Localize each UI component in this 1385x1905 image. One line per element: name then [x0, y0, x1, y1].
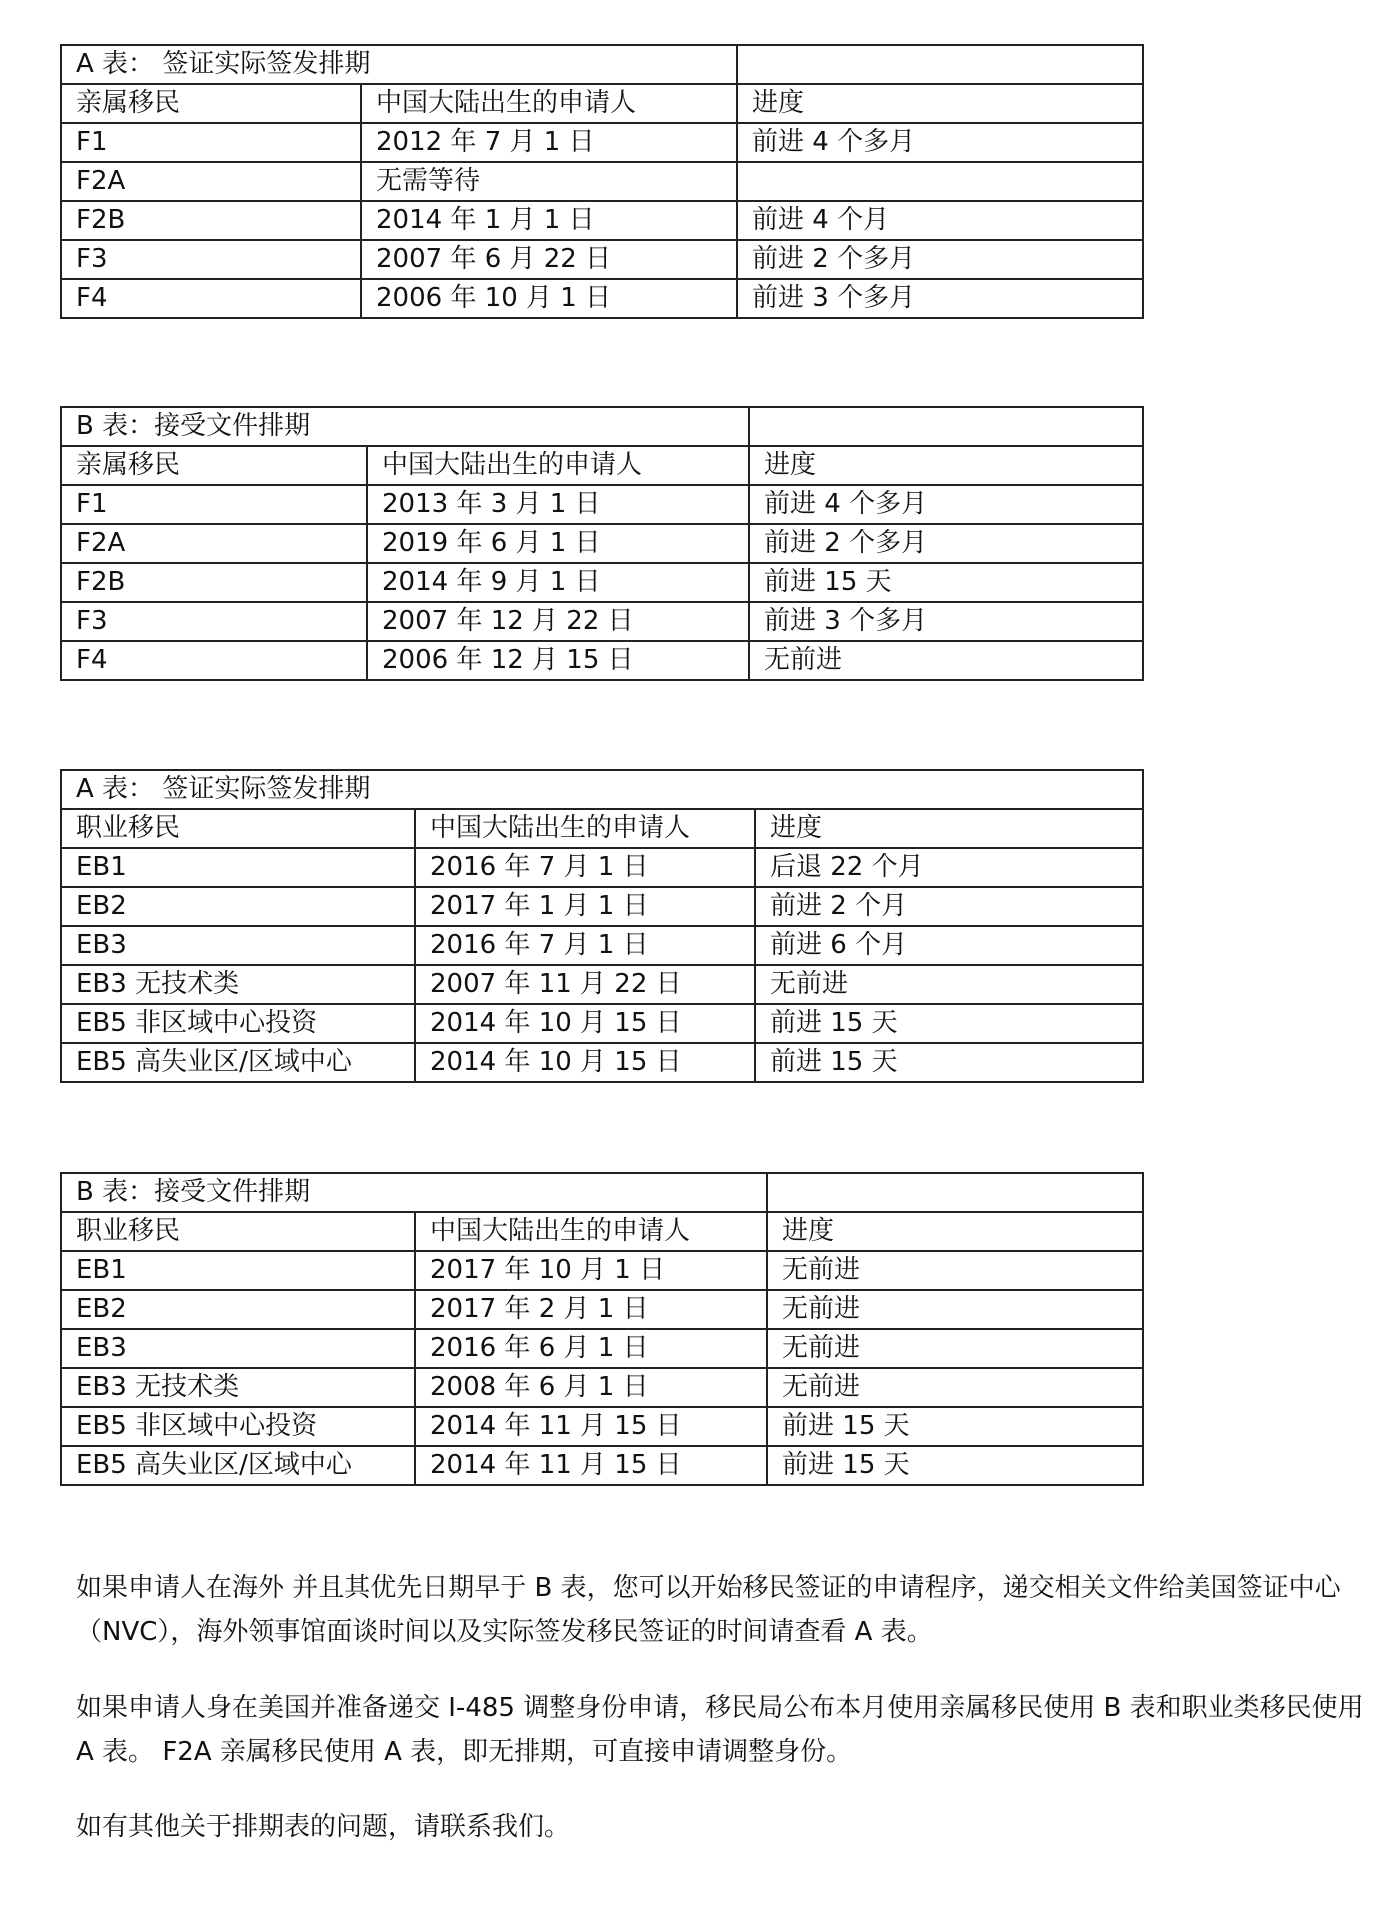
table-title-empty-cell — [749, 407, 1143, 446]
cell-progress: 前进 3 个多月 — [737, 279, 1143, 318]
table-row — [61, 279, 1143, 318]
header-category: 职业移民 — [61, 1212, 415, 1251]
cell-category: F3 — [61, 240, 361, 279]
cell-date: 2019 年 6 月 1 日 — [367, 524, 749, 563]
table-title-row — [61, 1173, 1143, 1212]
table-row — [61, 162, 1143, 201]
cell-progress: 前进 15 天 — [767, 1407, 1143, 1446]
cell-date: 2014 年 10 月 15 日 — [415, 1004, 755, 1043]
cell-progress: 无前进 — [767, 1251, 1143, 1290]
table-row — [61, 485, 1143, 524]
cell-category: EB3 无技术类 — [61, 965, 415, 1004]
employment-final-action-table — [60, 769, 1144, 1083]
table-row — [61, 641, 1143, 680]
table-title-row — [61, 770, 1143, 809]
cell-date: 2008 年 6 月 1 日 — [415, 1368, 767, 1407]
cell-date: 2014 年 11 月 15 日 — [415, 1407, 767, 1446]
cell-category: F4 — [61, 279, 361, 318]
header-category: 亲属移民 — [61, 446, 367, 485]
table-row — [61, 848, 1143, 887]
table-row — [61, 201, 1143, 240]
cell-category: EB2 — [61, 887, 415, 926]
table-row — [61, 1290, 1143, 1329]
cell-date: 无需等待 — [361, 162, 737, 201]
table-title: B 表：接受文件排期 — [61, 1173, 767, 1212]
cell-progress: 无前进 — [767, 1368, 1143, 1407]
cell-date: 2017 年 10 月 1 日 — [415, 1251, 767, 1290]
cell-date: 2007 年 12 月 22 日 — [367, 602, 749, 641]
table-title-row — [61, 407, 1143, 446]
note-paragraph-contact: 如有其他关于排期表的问题，请联系我们。 — [76, 1812, 571, 1842]
cell-progress: 前进 6 个月 — [755, 926, 1143, 965]
cell-category: F2B — [61, 201, 361, 240]
header-progress: 进度 — [737, 84, 1143, 123]
note-paragraph-i485: 如果申请人身在美国并准备递交 I-485 调整身份申请，移民局公布本月使用亲属移民使用 B 表和职业类移民使用 A 表。 F2A 亲属移民使用 A 表，即无排期，可直接申请调整身份。 — [76, 1693, 1364, 1767]
cell-category: EB5 非区域中心投资 — [61, 1004, 415, 1043]
family-final-action-table — [60, 44, 1144, 319]
cell-date: 2006 年 12 月 15 日 — [367, 641, 749, 680]
family-dates-for-filing-table — [60, 406, 1144, 681]
table-row — [61, 123, 1143, 162]
table-title-row — [61, 45, 1143, 84]
cell-progress: 无前进 — [767, 1329, 1143, 1368]
table-row — [61, 1251, 1143, 1290]
cell-date: 2014 年 11 月 15 日 — [415, 1446, 767, 1485]
cell-category: EB3 无技术类 — [61, 1368, 415, 1407]
cell-progress: 前进 15 天 — [749, 563, 1143, 602]
table-row — [61, 524, 1143, 563]
table-title: A 表： 签证实际签发排期 — [61, 770, 1143, 809]
cell-progress: 前进 15 天 — [755, 1043, 1143, 1082]
cell-progress: 前进 2 个多月 — [749, 524, 1143, 563]
cell-category: EB3 — [61, 1329, 415, 1368]
cell-date: 2017 年 1 月 1 日 — [415, 887, 755, 926]
cell-category: F1 — [61, 485, 367, 524]
table-header-row — [61, 1212, 1143, 1251]
cell-category: F4 — [61, 641, 367, 680]
table-row — [61, 563, 1143, 602]
table-row — [61, 926, 1143, 965]
cell-date: 2014 年 1 月 1 日 — [361, 201, 737, 240]
cell-progress: 前进 4 个多月 — [737, 123, 1143, 162]
header-applicant: 中国大陆出生的申请人 — [415, 809, 755, 848]
cell-progress: 前进 4 个月 — [737, 201, 1143, 240]
cell-category: EB1 — [61, 1251, 415, 1290]
table-title: B 表：接受文件排期 — [61, 407, 749, 446]
cell-date: 2007 年 11 月 22 日 — [415, 965, 755, 1004]
table-row — [61, 965, 1143, 1004]
header-progress: 进度 — [755, 809, 1143, 848]
cell-category: F2A — [61, 162, 361, 201]
cell-date: 2016 年 6 月 1 日 — [415, 1329, 767, 1368]
cell-category: EB2 — [61, 1290, 415, 1329]
table-header-row — [61, 84, 1143, 123]
cell-progress: 无前进 — [767, 1290, 1143, 1329]
cell-category: F2B — [61, 563, 367, 602]
cell-category: EB1 — [61, 848, 415, 887]
cell-progress: 前进 15 天 — [755, 1004, 1143, 1043]
cell-category: F1 — [61, 123, 361, 162]
cell-category: EB5 高失业区/区域中心 — [61, 1446, 415, 1485]
cell-date: 2014 年 10 月 15 日 — [415, 1043, 755, 1082]
table-title-empty-cell — [767, 1173, 1143, 1212]
header-applicant: 中国大陆出生的申请人 — [361, 84, 737, 123]
note-paragraph-overseas: 如果申请人在海外 并且其优先日期早于 B 表，您可以开始移民签证的申请程序，递交相关文件给美国签证中心（NVC），海外领事馆面谈时间以及实际签发移民签证的时间请查看 A 表。 — [76, 1573, 1341, 1647]
table-header-row — [61, 446, 1143, 485]
cell-progress: 前进 15 天 — [767, 1446, 1143, 1485]
cell-date: 2017 年 2 月 1 日 — [415, 1290, 767, 1329]
cell-date: 2012 年 7 月 1 日 — [361, 123, 737, 162]
header-category: 职业移民 — [61, 809, 415, 848]
table-title-empty-cell — [737, 45, 1143, 84]
table-header-row — [61, 809, 1143, 848]
cell-progress: 前进 2 个多月 — [737, 240, 1143, 279]
cell-category: F2A — [61, 524, 367, 563]
header-category: 亲属移民 — [61, 84, 361, 123]
cell-category: EB5 高失业区/区域中心 — [61, 1043, 415, 1082]
cell-date: 2006 年 10 月 1 日 — [361, 279, 737, 318]
cell-progress: 前进 2 个月 — [755, 887, 1143, 926]
cell-progress — [737, 162, 1143, 201]
table-title: A 表： 签证实际签发排期 — [61, 45, 737, 84]
cell-date: 2007 年 6 月 22 日 — [361, 240, 737, 279]
table-row — [61, 602, 1143, 641]
cell-date: 2016 年 7 月 1 日 — [415, 848, 755, 887]
cell-progress: 前进 4 个多月 — [749, 485, 1143, 524]
table-row — [61, 1368, 1143, 1407]
table-row — [61, 1043, 1143, 1082]
cell-date: 2013 年 3 月 1 日 — [367, 485, 749, 524]
cell-date: 2014 年 9 月 1 日 — [367, 563, 749, 602]
table-row — [61, 1004, 1143, 1043]
employment-dates-for-filing-table — [60, 1172, 1144, 1486]
header-progress: 进度 — [749, 446, 1143, 485]
cell-category: EB5 非区域中心投资 — [61, 1407, 415, 1446]
table-row — [61, 240, 1143, 279]
cell-category: EB3 — [61, 926, 415, 965]
cell-date: 2016 年 7 月 1 日 — [415, 926, 755, 965]
cell-progress: 无前进 — [749, 641, 1143, 680]
cell-progress: 前进 3 个多月 — [749, 602, 1143, 641]
table-row — [61, 1329, 1143, 1368]
cell-progress: 后退 22 个月 — [755, 848, 1143, 887]
cell-category: F3 — [61, 602, 367, 641]
table-row — [61, 1446, 1143, 1485]
header-applicant: 中国大陆出生的申请人 — [367, 446, 749, 485]
cell-progress: 无前进 — [755, 965, 1143, 1004]
table-row — [61, 887, 1143, 926]
header-progress: 进度 — [767, 1212, 1143, 1251]
header-applicant: 中国大陆出生的申请人 — [415, 1212, 767, 1251]
table-row — [61, 1407, 1143, 1446]
